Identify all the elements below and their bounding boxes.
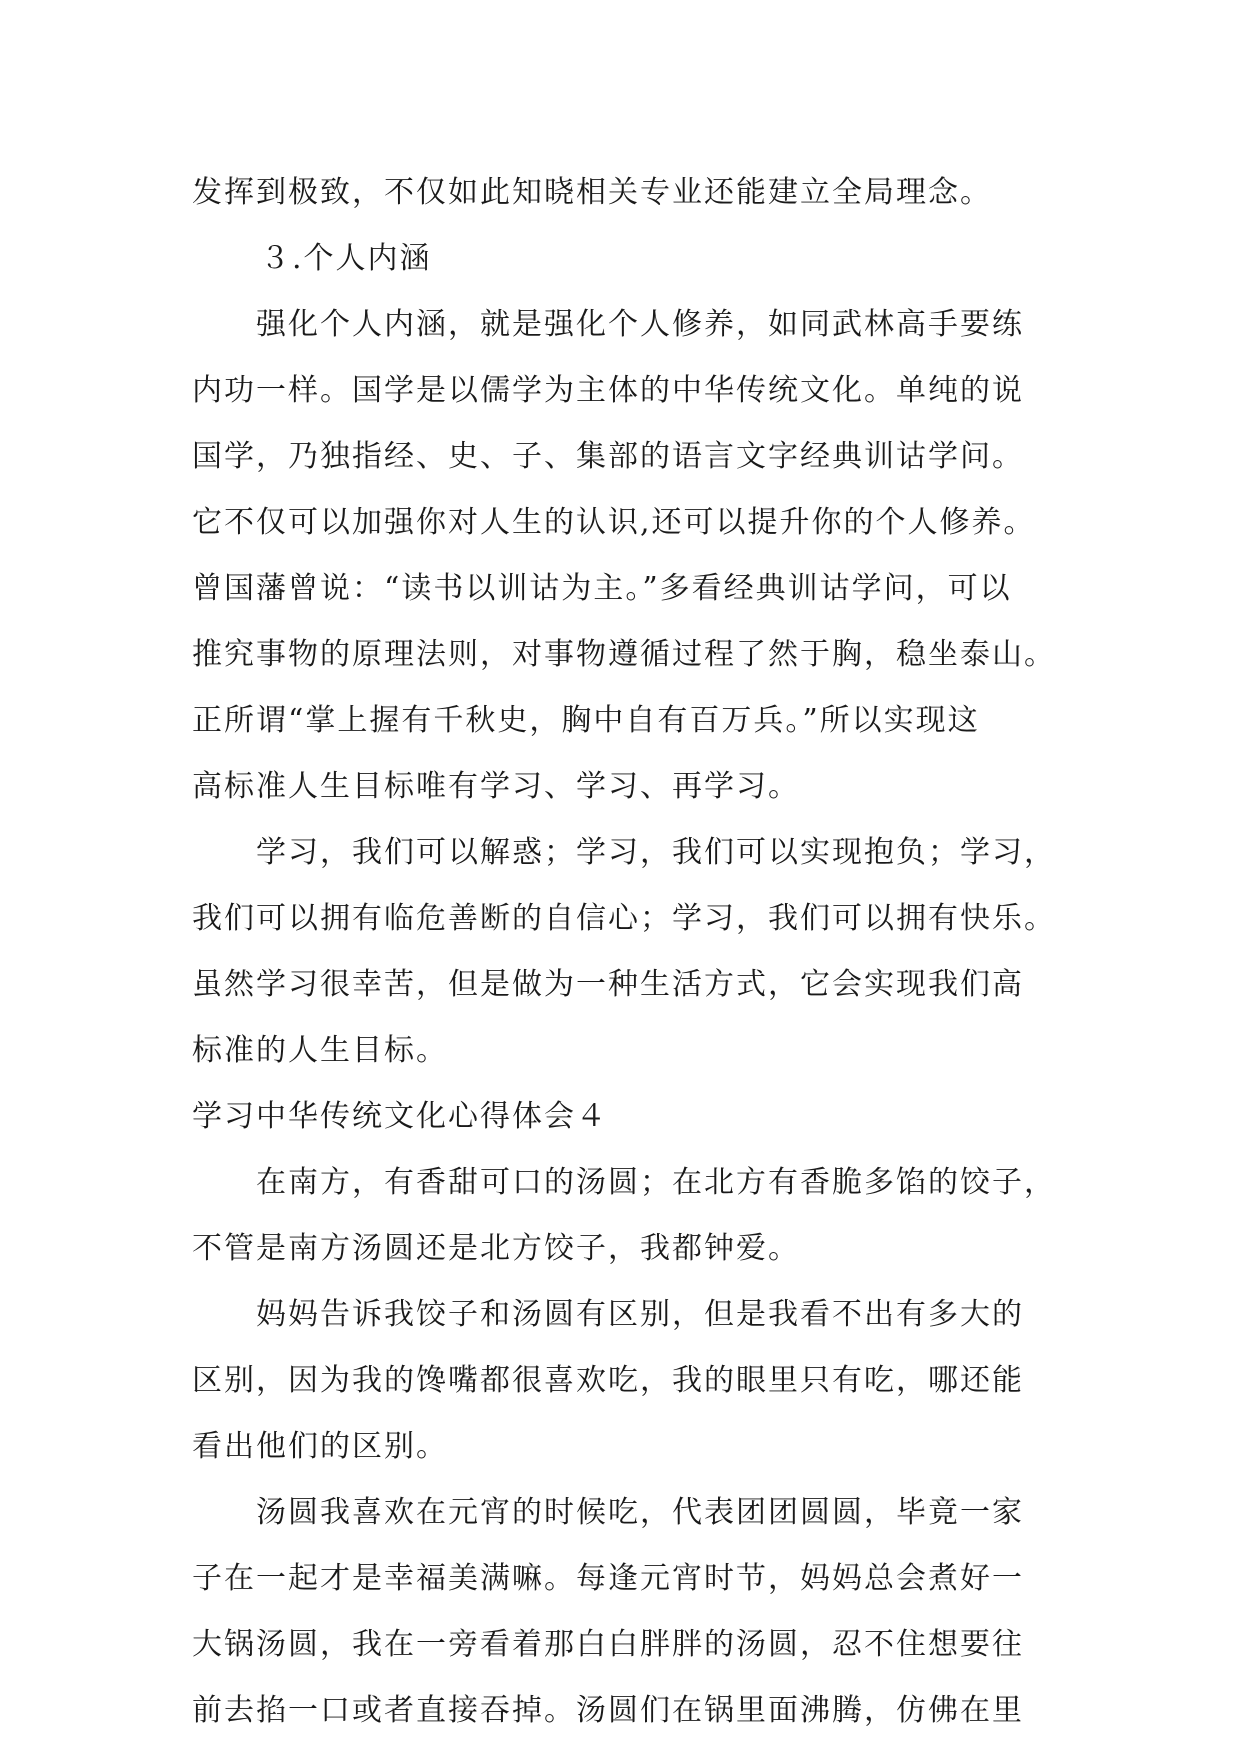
paragraph-line: 发挥到极致，不仅如此知晓相关专业还能建立全局理念。 [192,175,992,210]
paragraph-line: 正所谓“掌上握有千秋史，胸中自有百万兵。”所以实现这 [192,703,980,738]
paragraph-line: 妈妈告诉我饺子和汤圆有区别，但是我看不出有多大的 [256,1297,1024,1332]
paragraph-line: 子在一起才是幸福美满嘛。每逢元宵时节，妈妈总会煮好一 [192,1561,1024,1596]
paragraph-line: 国学，乃独指经、史、子、集部的语言文字经典训诂学问。 [192,439,1024,474]
paragraph-line: 在南方，有香甜可口的汤圆；在北方有香脆多馅的饺子， [256,1165,1056,1200]
paragraph-line: 大锅汤圆，我在一旁看着那白白胖胖的汤圆，忍不住想要往 [192,1627,1024,1662]
document-body [192,160,1072,1744]
essay-title: 学习中华传统文化心得体会４ [192,1099,608,1134]
paragraph-line: 学习，我们可以解惑；学习，我们可以实现抱负；学习， [256,835,1056,870]
paragraph-line: 区别，因为我的馋嘴都很喜欢吃，我的眼里只有吃，哪还能 [192,1363,1024,1398]
paragraph-line: 不管是南方汤圆还是北方饺子，我都钟爱。 [192,1231,800,1266]
paragraph-line: 我们可以拥有临危善断的自信心；学习，我们可以拥有快乐。 [192,901,1056,936]
paragraph-line: 标准的人生目标。 [192,1033,448,1068]
paragraph-line: 汤圆我喜欢在元宵的时候吃，代表团团圆圆，毕竟一家 [256,1495,1024,1530]
paragraph-line: 内功一样。国学是以儒学为主体的中华传统文化。单纯的说 [192,373,1024,408]
paragraph-line: 推究事物的原理法则，对事物遵循过程了然于胸，稳坐泰山。 [192,637,1056,672]
paragraph-line: 看出他们的区别。 [192,1429,448,1464]
paragraph-line: 曾国藩曾说：“读书以训诂为主。”多看经典训诂学问，可以 [192,571,1012,606]
paragraph-line: 它不仅可以加强你对人生的认识,还可以提升你的个人修养。 [192,505,1036,540]
paragraph-line: 高标准人生目标唯有学习、学习、再学习。 [192,769,800,804]
paragraph-line: 虽然学习很幸苦，但是做为一种生活方式，它会实现我们高 [192,967,1024,1002]
section-subheading: ３.个人内涵 [260,241,432,276]
paragraph-line: 强化个人内涵，就是强化个人修养，如同武林高手要练 [256,307,1024,342]
paragraph-line: 前去掐一口或者直接吞掉。汤圆们在锅里面沸腾，仿佛在里 [192,1693,1024,1728]
